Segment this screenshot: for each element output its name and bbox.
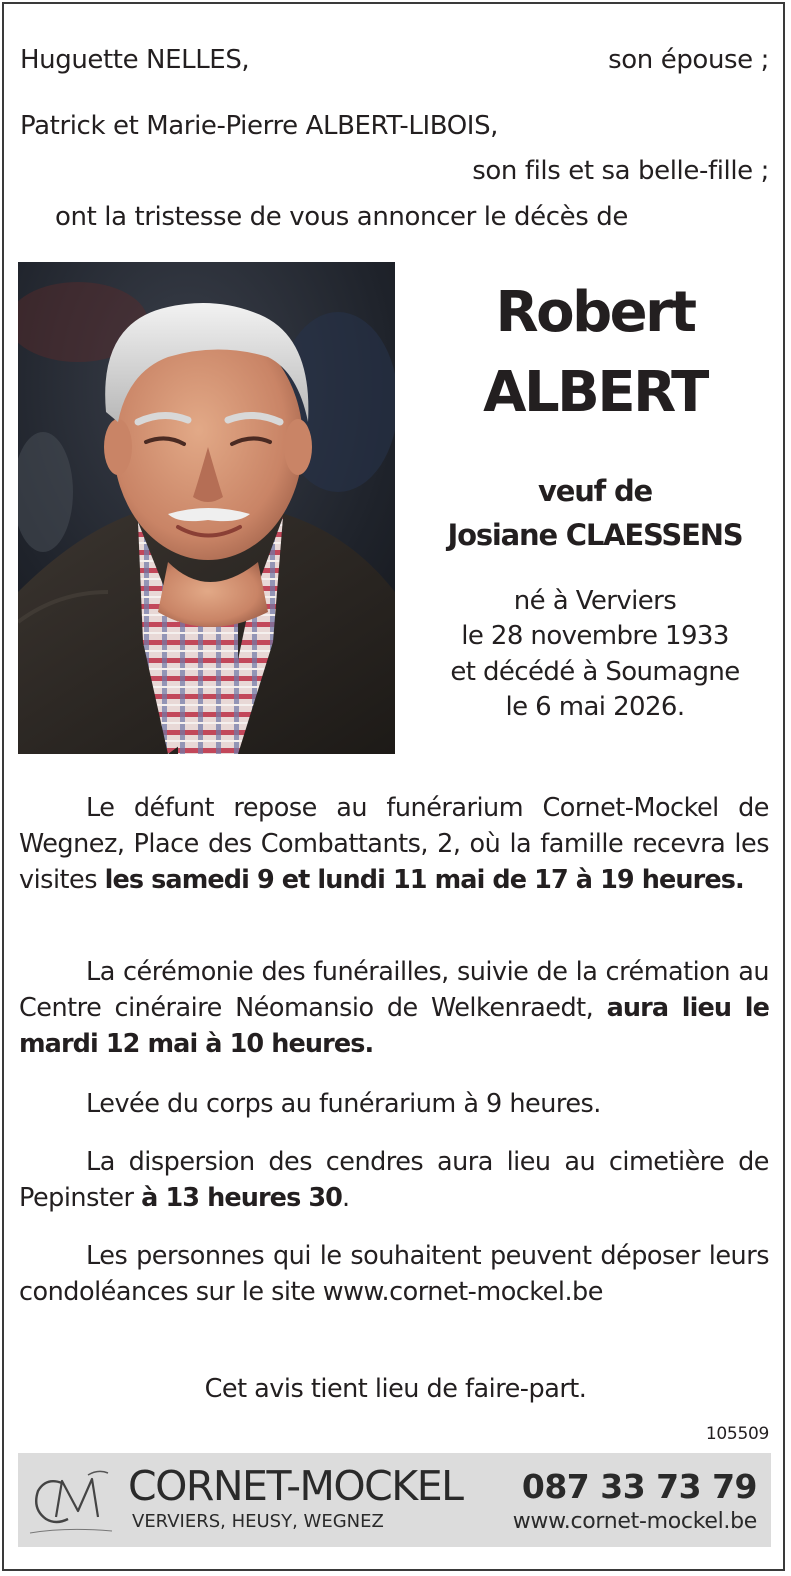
widow-label: veuf de [538, 474, 652, 508]
obituary-notice [2, 2, 785, 1571]
spouse-name: Huguette NELLES, [20, 45, 250, 75]
dispersion-text: La dispersion des cendres aura lieu au cimetière de Pepinster [19, 1147, 769, 1213]
announcement-line: ont la tristesse de vous annoncer le décès de [55, 202, 628, 232]
paragraph-condolences [19, 1238, 769, 1310]
dispersion-time: à 13 heures 30 [141, 1183, 343, 1213]
ceremony-time: aura lieu le mardi 12 mai à 10 heures. [19, 993, 769, 1059]
son-names: Patrick et Marie-Pierre ALBERT-LIBOIS, [20, 111, 499, 141]
company-phone: 087 33 73 79 [521, 1467, 757, 1506]
funeral-home-banner [18, 1453, 771, 1547]
company-website[interactable]: www.cornet-mockel.be [512, 1509, 757, 1534]
notice-reference: 105509 [705, 1424, 769, 1444]
deceased-first-name: Robert [495, 280, 695, 345]
visitation-text: Le défunt repose au funérarium Cornet-Mockel de Wegnez, Place des Combattants, 2, où la famille recevra les visites [19, 793, 769, 895]
paragraph-removal [19, 1086, 769, 1122]
visitation-hours: les samedi 9 et lundi 11 mai de 17 à 19 heures. [104, 865, 744, 895]
paragraph-ceremony [19, 954, 769, 1062]
death-date: le 6 mai 2026. [505, 692, 685, 722]
closing-line: Cet avis tient lieu de faire-part. [204, 1374, 587, 1404]
portrait-photo [18, 262, 395, 754]
condolences-text: Les personnes qui le souhaitent peuvent déposer leurs condoléances sur le site www.cornet-mockel.be [19, 1241, 769, 1307]
paragraph-visitation [19, 790, 769, 898]
ceremony-text: La cérémonie des funérailles, suivie de la crémation au Centre cinéraire Néomansio de Welkenraedt, [19, 957, 769, 1023]
company-locations: VERVIERS, HEUSY, WEGNEZ [132, 1511, 384, 1532]
company-logo [26, 1461, 116, 1537]
birth-place: né à Verviers [513, 586, 677, 616]
birth-date: le 28 novembre 1933 [461, 621, 729, 651]
death-place: et décédé à Soumagne [450, 657, 740, 687]
company-name: CORNET-MOCKEL [128, 1462, 463, 1510]
deceased-last-name: ALBERT [483, 360, 707, 425]
spouse-deceased-name: Josiane CLAESSENS [447, 518, 743, 552]
spouse-relation: son épouse ; [608, 45, 769, 75]
son-relation: son fils et sa belle-fille ; [472, 156, 769, 186]
dispersion-period: . [342, 1183, 350, 1213]
removal-text: Levée du corps au funérarium à 9 heures. [86, 1089, 601, 1119]
paragraph-dispersion [19, 1144, 769, 1216]
